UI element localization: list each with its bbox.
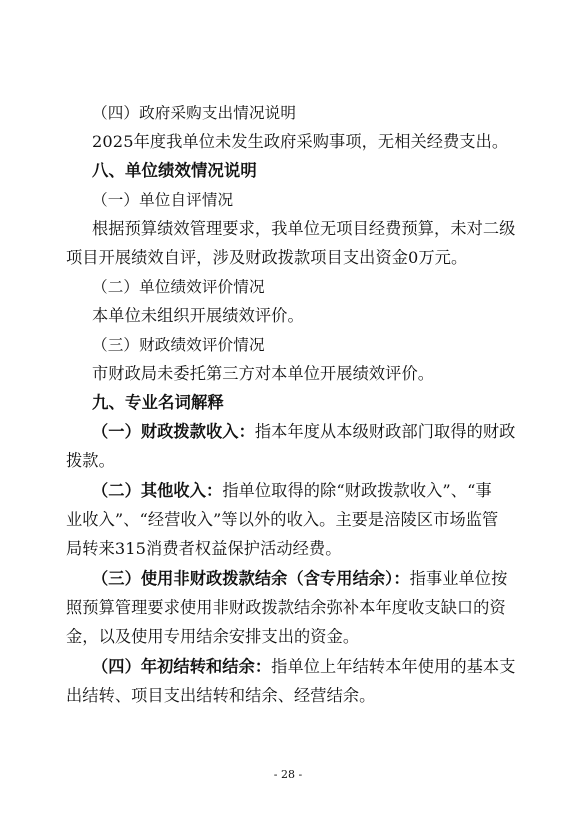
glossary-term-non-fiscal-balance: （三）使用非财政拨款结余（含专用结余）： (92, 569, 410, 588)
paragraph-unit-evaluation: 本单位未组织开展绩效评价。 (92, 306, 304, 325)
section-heading-glossary: 九、专业名词解释 (92, 393, 224, 412)
subheading-self-evaluation: （一）单位自评情况 (92, 191, 234, 209)
glossary-item-other-income-line3: 局转来315消费者权益保护活动经费。 (66, 539, 342, 558)
section-heading-government-procurement: （四）政府采购支出情况说明 (92, 104, 297, 122)
glossary-item-non-fiscal-balance-line3: 金，以及使用专用结余安排支出的资金。 (66, 627, 360, 646)
subheading-unit-evaluation: （二）单位绩效评价情况 (92, 278, 265, 296)
glossary-item-fiscal-appropriation-line1 (92, 421, 515, 443)
glossary-item-fiscal-appropriation-line2: 拨款。 (66, 451, 115, 470)
paragraph-self-evaluation-line1: 根据预算绩效管理要求，我单位无项目经费预算，未对二级 (92, 219, 516, 238)
glossary-item-other-income-line2: 业收入”、“经营收入”等以外的收入。主要是涪陵区市场监管 (66, 510, 499, 529)
glossary-term-carryover: （四）年初结转和结余： (92, 657, 272, 676)
glossary-item-non-fiscal-balance-line2: 照预算管理要求使用非财政拨款结余弥补本年度收支缺口的资 (66, 598, 506, 617)
glossary-term-fiscal-appropriation: （一）财政拨款收入： (92, 422, 255, 441)
glossary-item-other-income-line1 (92, 480, 492, 502)
glossary-definition: 指单位上年结转本年使用的基本支 (271, 657, 516, 676)
paragraph-self-evaluation-line2: 项目开展绩效自评，涉及财政拨款项目支出资金0万元。 (66, 248, 468, 267)
glossary-definition: 指事业单位按 (409, 569, 508, 588)
subheading-fiscal-evaluation: （三）财政绩效评价情况 (92, 336, 265, 354)
paragraph-government-procurement: 2025年度我单位未发生政府采购事项，无相关经费支出。 (92, 132, 509, 151)
glossary-definition: 指本年度从本级财政部门取得的财政 (254, 422, 516, 441)
glossary-item-non-fiscal-balance-line1 (92, 568, 507, 590)
paragraph-fiscal-evaluation: 市财政局未委托第三方对本单位开展绩效评价。 (92, 364, 435, 383)
glossary-term-other-income: （二）其他收入： (92, 481, 223, 500)
glossary-definition: 指单位取得的除“财政拨款收入”、“事 (222, 481, 492, 500)
section-heading-performance: 八、单位绩效情况说明 (92, 161, 257, 180)
glossary-item-carryover-line1 (92, 656, 515, 678)
glossary-item-carryover-line2: 出结转、项目支出结转和结余、经营结余。 (66, 686, 376, 705)
page-number: - 28 - (273, 768, 303, 781)
